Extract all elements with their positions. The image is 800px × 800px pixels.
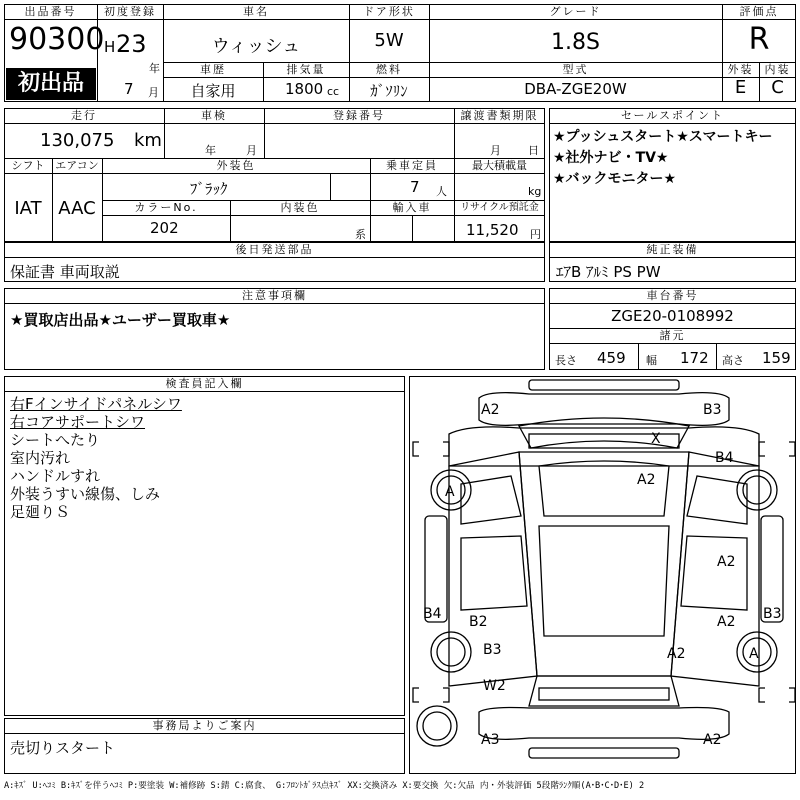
score: R [748, 22, 770, 57]
dims-label: 諸元 [549, 328, 796, 344]
car-history: 自家用 [190, 82, 236, 100]
damage-mark: B3 [703, 402, 722, 418]
damage-mark: X [651, 431, 661, 447]
model-code: DBA-ZGE20W [524, 80, 627, 98]
int-label: 内装 [759, 62, 796, 78]
recycle-label: リサイクル預託金 [454, 200, 545, 216]
remark-line: 室内汚れ [10, 449, 71, 467]
disp-unit: cc [327, 85, 340, 98]
sales-line: ★社外ナビ・TV★ [553, 150, 669, 166]
transfer-day: 日 [528, 144, 539, 157]
load-unit: kg [528, 185, 542, 198]
name-label: 車名 [163, 4, 349, 20]
first-listing-badge: 初出品 [6, 68, 96, 100]
history-label: 車歴 [163, 62, 263, 78]
office-label: 事務局よりご案内 [4, 718, 405, 734]
sales-label: セールスポイント [549, 108, 796, 124]
exterior-color: ﾌﾞﾗｯｸ [190, 180, 228, 198]
inspector-remarks [10, 395, 182, 521]
notes-label: 注意事項欄 [4, 288, 545, 304]
reg-year-unit: 年 [149, 62, 160, 75]
width-label: 幅 [646, 354, 657, 367]
damage-mark: A [749, 646, 759, 662]
damage-mark: A3 [481, 732, 500, 748]
mileage-unit: km [134, 130, 162, 151]
car-diagram [409, 376, 796, 774]
damage-mark: A2 [703, 732, 722, 748]
length: 459 [597, 349, 626, 367]
regno-label: 登録番号 [264, 108, 454, 124]
reg-label: 初度登録 [97, 4, 163, 20]
reg-month-unit: 月 [148, 86, 159, 99]
office-notice: 売切りスタート [10, 739, 116, 757]
intcolor-unit: 系 [355, 228, 366, 241]
later-parts: 保証書 車両取説 [10, 263, 120, 281]
spec-box [4, 108, 545, 242]
color-number: 202 [150, 219, 179, 237]
disp-label: 排気量 [263, 62, 349, 78]
equipment: ｴｱB ｱﾙﾐ PS PW [556, 263, 661, 281]
damage-mark: B2 [469, 614, 488, 630]
remark-line: 右Fインサイドパネルシワ [10, 395, 182, 413]
intcolor-label: 内装色 [230, 200, 370, 216]
air-conditioner: AAC [58, 198, 96, 219]
sales-line: ★バックモニター★ [553, 171, 677, 187]
fuel-type: ｶﾞｿﾘﾝ [370, 82, 408, 100]
car-name: ウィッシュ [211, 36, 301, 57]
transfer-label: 譲渡書類期限 [454, 108, 545, 124]
transfer-month: 月 [490, 144, 501, 157]
mileage-label: 走行 [4, 108, 164, 124]
recycle-fee: 11,520 [466, 221, 519, 239]
width: 172 [680, 349, 709, 367]
damage-mark: A2 [667, 646, 686, 662]
sales-points [553, 127, 773, 190]
length-label: 長さ [555, 354, 577, 367]
sales-line: ★プッシュスタート★スマートキー [553, 129, 773, 145]
damage-mark: A2 [717, 614, 736, 630]
chassis-number: ZGE20-0108992 [611, 307, 734, 325]
inspect-label: 車検 [164, 108, 264, 124]
damage-mark: A [445, 484, 455, 500]
damage-mark: B4 [715, 450, 734, 466]
int-score: C [771, 77, 784, 98]
inspect-year: 年 [205, 144, 216, 157]
model-label: 型式 [429, 62, 722, 78]
remark-line: 外装うすい線傷、しみ [10, 485, 161, 503]
remark-line: シートへたり [10, 431, 101, 449]
remark-line: ハンドルすれ [10, 467, 101, 485]
fuel-label: 燃料 [349, 62, 429, 78]
colorno-label: カラーNo. [102, 200, 230, 216]
load-label: 最大積載量 [454, 158, 545, 174]
height-label: 高さ [722, 354, 744, 367]
chassis-label: 車台番号 [549, 288, 796, 304]
height: 159 [762, 349, 791, 367]
damage-mark: A2 [481, 402, 500, 418]
displacement: 1800 [285, 80, 324, 98]
shift-label: シフト [4, 158, 52, 174]
door-type: 5W [374, 30, 404, 51]
seats: 7 [410, 178, 420, 196]
import-label: 輸入車 [370, 200, 454, 216]
mileage: 130,075 [40, 130, 115, 151]
notes: ★買取店出品★ユーザー買取車★ [10, 311, 231, 329]
ext-label: 外装 [722, 62, 759, 78]
inspector-label: 検査員記入欄 [4, 376, 405, 392]
remark-line: 足廻りＳ [10, 503, 71, 521]
remark-line: 右コアサポートシワ [10, 413, 146, 431]
ext-score: E [734, 77, 747, 98]
seats-unit: 人 [436, 185, 447, 198]
score-label: 評価点 [722, 4, 796, 20]
door-label: ドア形状 [349, 4, 429, 20]
grade: 1.8S [551, 30, 600, 55]
damage-mark: B4 [423, 606, 442, 622]
inspect-month: 月 [246, 144, 257, 157]
reg-era: H [104, 38, 116, 56]
later-label: 後日発送部品 [4, 242, 545, 258]
damage-mark: B3 [483, 642, 502, 658]
damage-mark: W2 [483, 678, 506, 694]
reg-month: 7 [124, 80, 134, 98]
damage-mark: B3 [763, 606, 782, 622]
ac-label: エアコン [52, 158, 102, 174]
grade-label: グレード [429, 4, 722, 20]
damage-mark: A2 [637, 472, 656, 488]
shift: IAT [14, 198, 42, 219]
reg-year: 23 [116, 30, 147, 58]
lot-number: 90300 [9, 22, 105, 57]
color-label: 外装色 [102, 158, 370, 174]
equip-label: 純正装備 [549, 242, 796, 258]
recycle-unit: 円 [530, 228, 541, 241]
damage-mark: A2 [717, 554, 736, 570]
seats-label: 乗車定員 [370, 158, 454, 174]
legend: A:ｷｽﾞ U:ﾍｺﾐ B:ｷｽﾞを伴うﾍｺﾐ P:要塗装 W:補修跡 S:錆 C:腐食、 G:ﾌﾛﾝﾄｶﾞﾗｽ点ｷｽﾞ XX:交換済み X:要交換 欠:欠品 内・外装評価 5段階ﾗﾝｸ順(A･B･C･D･E) 2 [4, 781, 645, 791]
lot-label: 出品番号 [4, 4, 97, 20]
